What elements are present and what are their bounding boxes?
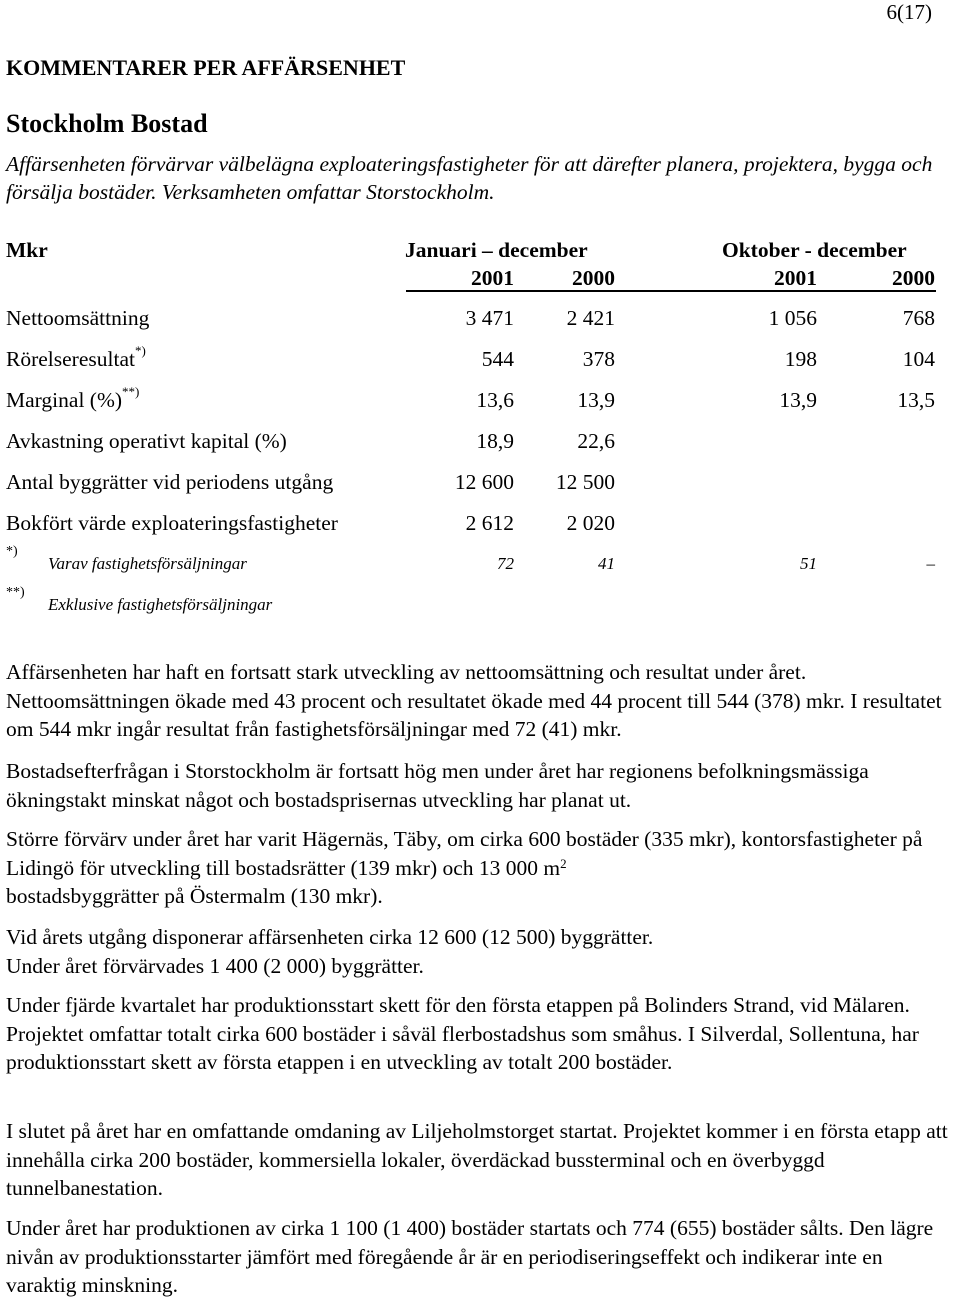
paragraph: Bostadsefterfrågan i Storstockholm är fortsatt hög men under året har regionens befolkningsmässiga ökningstakt minskat något och bostadsprisernas utveckling har planat ut. — [6, 759, 869, 812]
table-cell: 544 — [481, 347, 514, 371]
table-cell: 2 612 — [465, 511, 514, 535]
table-row-label: Bokfört värde exploateringsfastigheter — [6, 511, 338, 535]
intro-text: Affärsenheten förvärvar välbelägna exploateringsfastigheter för att därefter planera, projektera, bygga och försälja bostäder. Verksamheten omfattar Storstockholm. — [6, 152, 933, 204]
paragraph: Under året har produktionen av cirka 1 100 (1 400) bostäder startats och 774 (655) bostäder sålts. Den lägre nivån av produktionsstarter jämfört med föregående år är en periodiseringseffekt och indikerar inte en varaktig minskning. — [6, 1216, 934, 1297]
period-oct-dec: Oktober - december — [722, 238, 907, 262]
table-row-label: Avkastning operativt kapital (%) — [6, 429, 287, 453]
table-row-label: Rörelseresultat*) — [6, 343, 146, 371]
table-unit-label: Mkr — [6, 238, 48, 262]
year-header: 2001 — [774, 266, 817, 290]
table-cell: 13,6 — [476, 388, 514, 412]
table-row-label: Antal byggrätter vid periodens utgång — [6, 470, 334, 494]
table-cell: 3 471 — [465, 306, 514, 330]
footnote-ref: **) — [122, 384, 140, 399]
paragraph: Större förvärv under året har varit Hägernäs, Täby, om cirka 600 bostäder (335 mkr), kontorsfastigheter på Lidingö för utveckling till bostadsrätter (139 mkr) och 13 000 $m^2$ bostadsbyggrätter på Östermalm (130 mkr). — [6, 827, 923, 908]
table-cell: 22,6 — [577, 429, 615, 453]
header-divider — [406, 290, 936, 292]
table-cell: 2 020 — [566, 511, 615, 535]
table-cell: 13,9 — [577, 388, 615, 412]
paragraph: Affärsenheten har haft en fortsatt stark utveckling av nettoomsättning och resultat under året. Nettoomsättningen ökade med 43 procent och resultatet ökade med 44 procent till 544 (378) mkr. I resultatet om 544 mkr ingår resultat från fastighetsförsäljningar med 72 (41) mkr. — [6, 660, 942, 741]
table-cell: 104 — [902, 347, 935, 371]
footnote-text: Varav fastighetsförsäljningar — [48, 554, 247, 573]
table-cell: 18,9 — [476, 429, 514, 453]
year-header: 2000 — [572, 266, 615, 290]
footnote-mark: *) — [6, 544, 18, 559]
footnote-value: 72 — [497, 554, 514, 573]
year-header: 2000 — [892, 266, 935, 290]
table-row-label: Nettoomsättning — [6, 306, 150, 330]
table-cell: 12 500 — [555, 470, 615, 494]
footnote-value: – — [926, 554, 935, 573]
table-cell: 1 056 — [768, 306, 817, 330]
footnote-value: 41 — [598, 554, 615, 573]
page-number: 6(17) — [886, 0, 932, 24]
table-cell: 768 — [902, 306, 935, 330]
table-cell: 13,5 — [897, 388, 935, 412]
footnote-ref: *) — [134, 343, 146, 358]
paragraph: Under fjärde kvartalet har produktionsstart skett för den första etappen på Bolinders Strand, vid Mälaren. Projektet omfattar totalt cirka 600 bostäder i såväl flerbostadshus som småhus. I Silverdal, Sollentuna, har produktionsstart skett av första etappen i en utveckling av totalt 200 bostäder. — [6, 993, 919, 1074]
table-row-label: Marginal (%)**) — [6, 384, 140, 412]
superscript: 2 — [560, 855, 567, 871]
footnote-value: 51 — [800, 554, 817, 573]
year-header: 2001 — [471, 266, 514, 290]
section-title: KOMMENTARER PER AFFÄRSENHET — [6, 55, 406, 80]
table-cell: 198 — [784, 347, 817, 371]
footnote-text: Exklusive fastighetsförsäljningar — [48, 595, 273, 614]
period-jan-dec: Januari – december — [405, 238, 588, 262]
table-cell: 12 600 — [454, 470, 514, 494]
unit-title: Stockholm Bostad — [6, 109, 208, 138]
table-cell: 378 — [582, 347, 615, 371]
table-cell: 13,9 — [779, 388, 817, 412]
table-cell: 2 421 — [566, 306, 615, 330]
paragraph: I slutet på året har en omfattande omdaning av Liljeholmstorget startat. Projektet kommer i en första etapp att innehålla cirka 200 bostäder, kommersiella lokaler, överdäckad bussterminal och en överbyggd tunnelbanestation. — [6, 1119, 948, 1200]
footnote-mark: **) — [6, 585, 25, 600]
paragraph: Vid årets utgång disponerar affärsenheten cirka 12 600 (12 500) byggrätter. Under året förvärvades 1 400 (2 000) byggrätter. — [6, 925, 654, 978]
